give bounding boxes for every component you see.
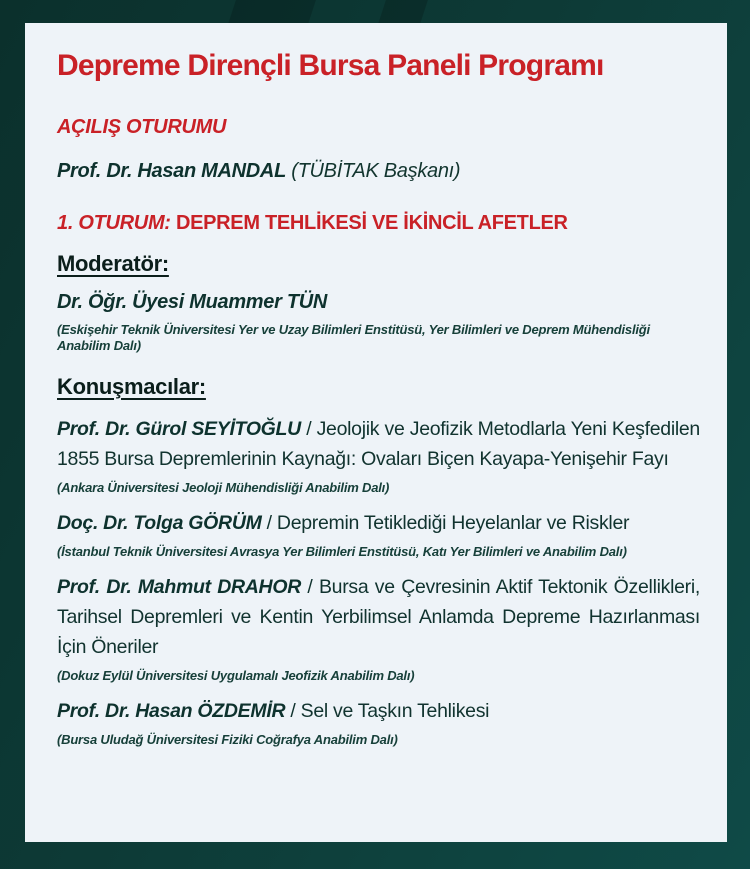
- speaker-affiliation: (İstanbul Teknik Üniversitesi Avrasya Yer Bilimleri Enstitüsü, Katı Yer Bilimleri ve Anabilim Dalı): [57, 544, 627, 559]
- moderator-heading: Moderatör:: [57, 251, 169, 276]
- list-item: [57, 572, 700, 684]
- speaker-entry: [57, 508, 700, 538]
- topic-separator: /: [306, 418, 312, 440]
- speakers-heading: Konuşmacılar:: [57, 374, 206, 399]
- speaker-name: Prof. Dr. Hasan ÖZDEMİR: [57, 700, 286, 722]
- speaker-affiliation: (Ankara Üniversitesi Jeoloji Mühendisliği Anabilim Dalı): [57, 480, 390, 495]
- speaker-name: Doç. Dr. Tolga GÖRÜM: [57, 512, 262, 534]
- speaker-entry: [57, 414, 700, 474]
- moderator-name: Dr. Öğr. Üyesi Muammer TÜN: [57, 291, 328, 313]
- speaker-affiliation: (Bursa Uludağ Üniversitesi Fiziki Coğrafya Anabilim Dalı): [57, 732, 398, 747]
- speaker-entry: [57, 696, 700, 726]
- opening-speaker-name: Prof. Dr. Hasan MANDAL: [57, 160, 286, 182]
- opening-speaker-role: (TÜBİTAK Başkanı): [291, 160, 461, 182]
- topic-separator: /: [290, 700, 296, 722]
- list-item: [57, 414, 700, 496]
- list-item: [57, 696, 700, 748]
- session1-title: DEPREM TEHLİKESİ VE İKİNCİL AFETLER: [175, 212, 568, 234]
- session1-number-label: 1. OTURUM:: [57, 212, 171, 234]
- speaker-topic: Bursa ve Çevresinin Aktif Tektonik Özellikleri, Tarihsel Depremleri ve Kentin Yerbilimsel Anlamda Depreme Hazırlanması İçin Öneriler: [57, 576, 701, 658]
- speaker-name: Prof. Dr. Gürol SEYİTOĞLU: [57, 418, 301, 440]
- list-item: [57, 508, 700, 560]
- speaker-topic: Jeolojik ve Jeofizik Metodlarla Yeni Keşfedilen 1855 Bursa Depremlerinin Kaynağı: Ovaları Biçen Kayapa-Yenişehir Fayı: [57, 418, 700, 470]
- border-shadow-decoration: [378, 0, 428, 24]
- opening-speaker-line: [57, 159, 700, 183]
- speaker-affiliation: (Dokuz Eylül Üniversitesi Uygulamalı Jeofizik Anabilim Dalı): [57, 668, 415, 683]
- speaker-entry: [57, 572, 700, 662]
- program-card: [25, 23, 727, 842]
- moderator-name-line: [57, 290, 700, 314]
- speaker-name: Prof. Dr. Mahmut DRAHOR: [57, 576, 301, 598]
- session1-heading: [57, 211, 700, 235]
- opening-session-heading: AÇILIŞ OTURUMU: [57, 116, 227, 138]
- page-title: Depreme Dirençli Bursa Paneli Programı: [57, 49, 604, 82]
- border-shadow-decoration: [228, 0, 316, 24]
- topic-separator: /: [307, 576, 313, 598]
- speaker-topic: Depremin Tetiklediği Heyelanlar ve Riskler: [276, 512, 630, 534]
- speaker-topic: Sel ve Taşkın Tehlikesi: [300, 700, 490, 722]
- topic-separator: /: [266, 512, 272, 534]
- moderator-affiliation: (Eskişehir Teknik Üniversitesi Yer ve Uzay Bilimleri Enstitüsü, Yer Bilimleri ve Deprem Mühendisliği Anabilim Dalı): [57, 322, 650, 353]
